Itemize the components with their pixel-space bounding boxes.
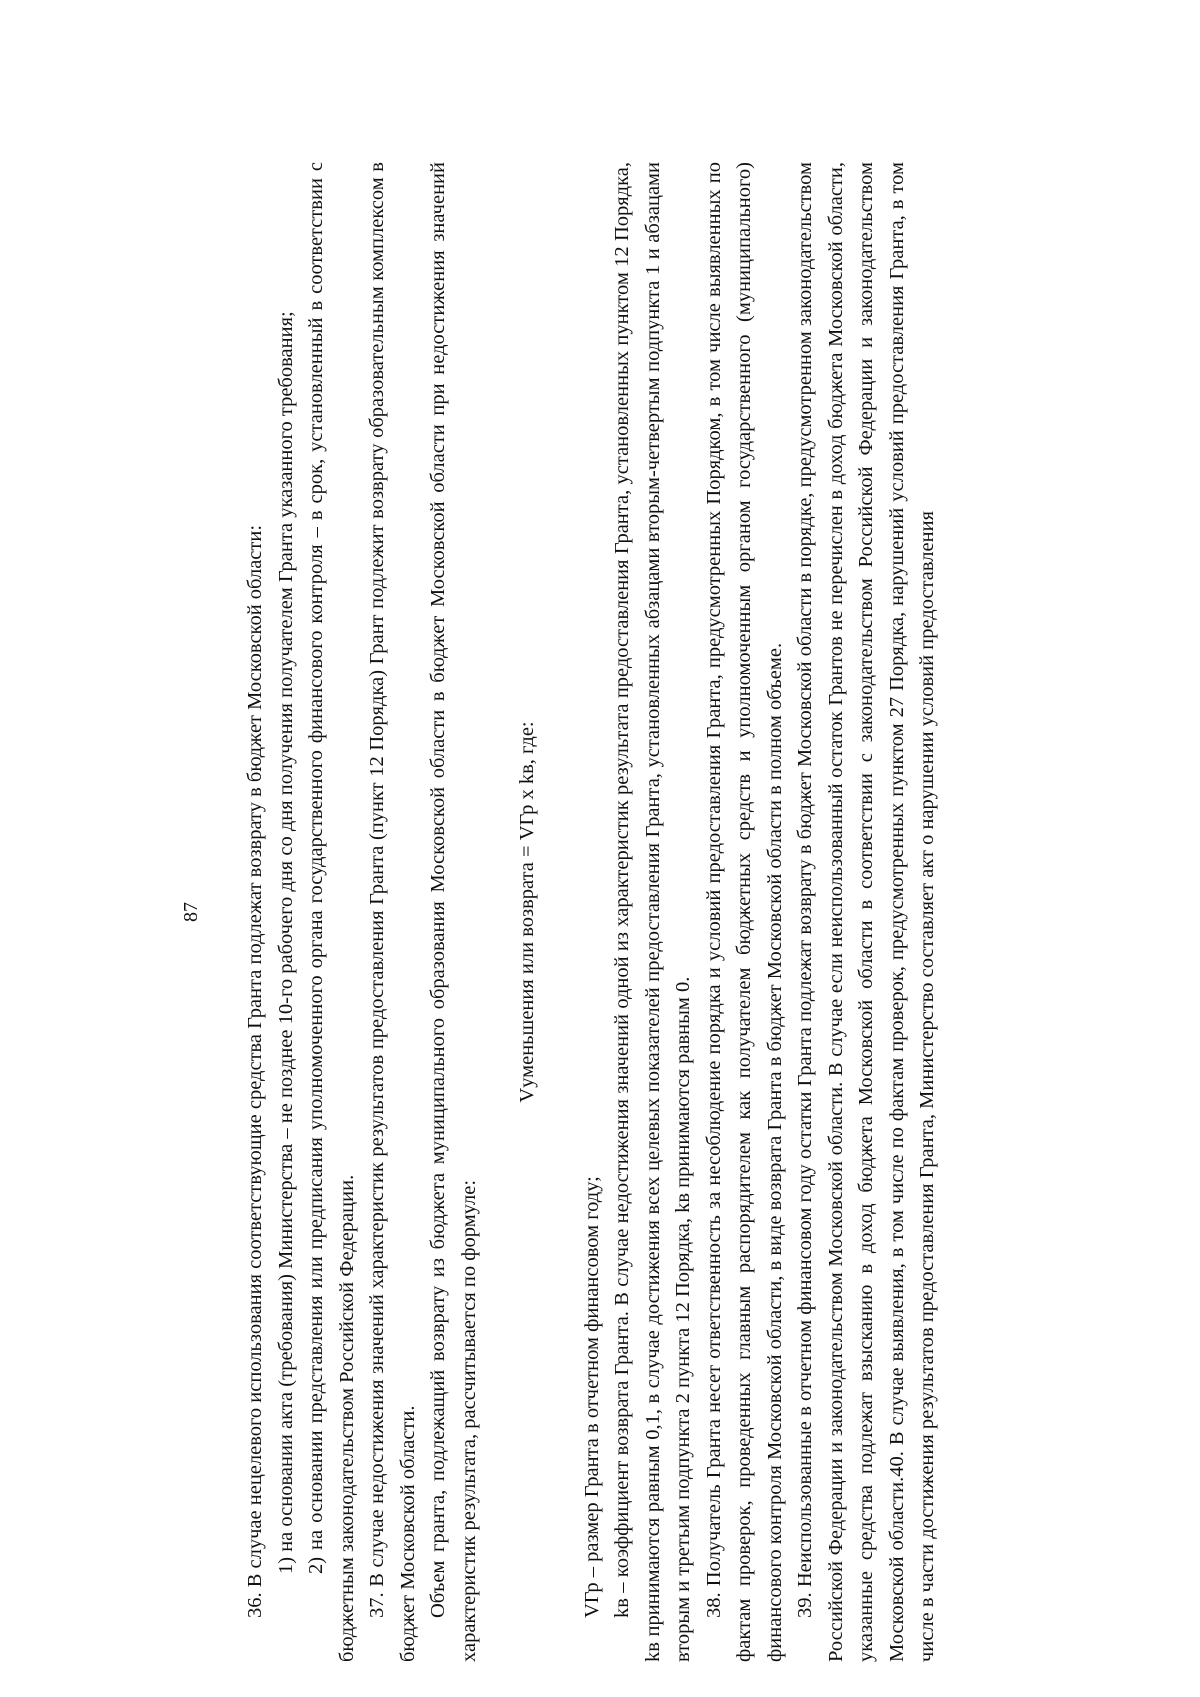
return-formula: Vуменьшения или возврата = VГр х kв, где: bbox=[516, 721, 538, 1103]
page-number: 87 bbox=[180, 902, 202, 922]
page-body bbox=[240, 162, 943, 1662]
paragraph-37: 37. В случае недостижения значений характеристик результатов предоставления Гранта (пункт 12 Порядка) Грант подлежит возврату образовательным комплексом в бюджет Московской области. bbox=[366, 162, 419, 1662]
paragraph-36-item-1: 1) на основании акта (требования) Министерства – не позднее 10-го рабочего дня со дня получения получателем Гранта указанного требования; bbox=[274, 311, 297, 1574]
paragraph-volume: Объем гранта, подлежащий возврату из бюджета муниципального образования Московской области в бюджет Московской области при недостижения значений характеристик результата, рассчитывается по формуле: bbox=[427, 162, 480, 1662]
definition-kv: kв – коэффициент возврата Гранта. В случае недостижения значений одной из характеристик результата предоставления Гранта, установленных пунктом 12 Порядка, kв принимаются равным 0,1, в случае достижения всех целевых показателей предоставления Гранта, установленных абзацами вторым-четвертым подпункта 1 и абзацами вторым и третьим подпункта 2 пункта 12 Порядка, kв принимаются равным 0. bbox=[611, 162, 694, 1662]
document-page bbox=[180, 152, 1060, 1672]
paragraph-38: 38. Получатель Гранта несет ответственность за несоблюдение порядка и условий предоставления Гранта, предусмотренных Порядком, в том числе выявленных по фактам проверок, проведенных главным распорядителем как получателем бюджетных средств и уполномоченным органом государственного (муниципального) финансового контроля Московской области, в виде возврата Гранта в бюджет Московской области в полном объеме. bbox=[702, 162, 786, 1662]
paragraph-36-item-2: 2) на основании представления или предписания уполномоченного органа государственного финансового контроля – в срок, установленный в соответствии с бюджетным законодательством Российской Федерации. bbox=[305, 162, 358, 1662]
paragraph-36: 36. В случае нецелевого использования соответствующие средства Гранта подлежат возврату в бюджет Московской области: bbox=[244, 524, 266, 1618]
definition-vgr: VГр – размер Гранта в отчетном финансовом году; bbox=[580, 1176, 603, 1618]
paragraph-39: 39. Неиспользованные в отчетном финансовом году остатки Гранта подлежат возврату в бюджет Московской области в порядке, предусмотренном законодательством Российской Федерации и законодательством Московской области. В случае если неиспользованный остаток Грантов не перечислен в доход бюджета Московской области, указанные средства подлежат взысканию в доход бюджета Московской области в соответствии с законодательством Российской Федерации и законодательством Московской области.40. В случае выявления, в том числе по фактам проверок, предусмотренных пунктом 27 Порядка, нарушений условий предоставления Гранта, в том числе в части достижения результатов предоставления Гранта, Министерство составляет акт о нарушении условий предоставления bbox=[794, 162, 938, 1662]
